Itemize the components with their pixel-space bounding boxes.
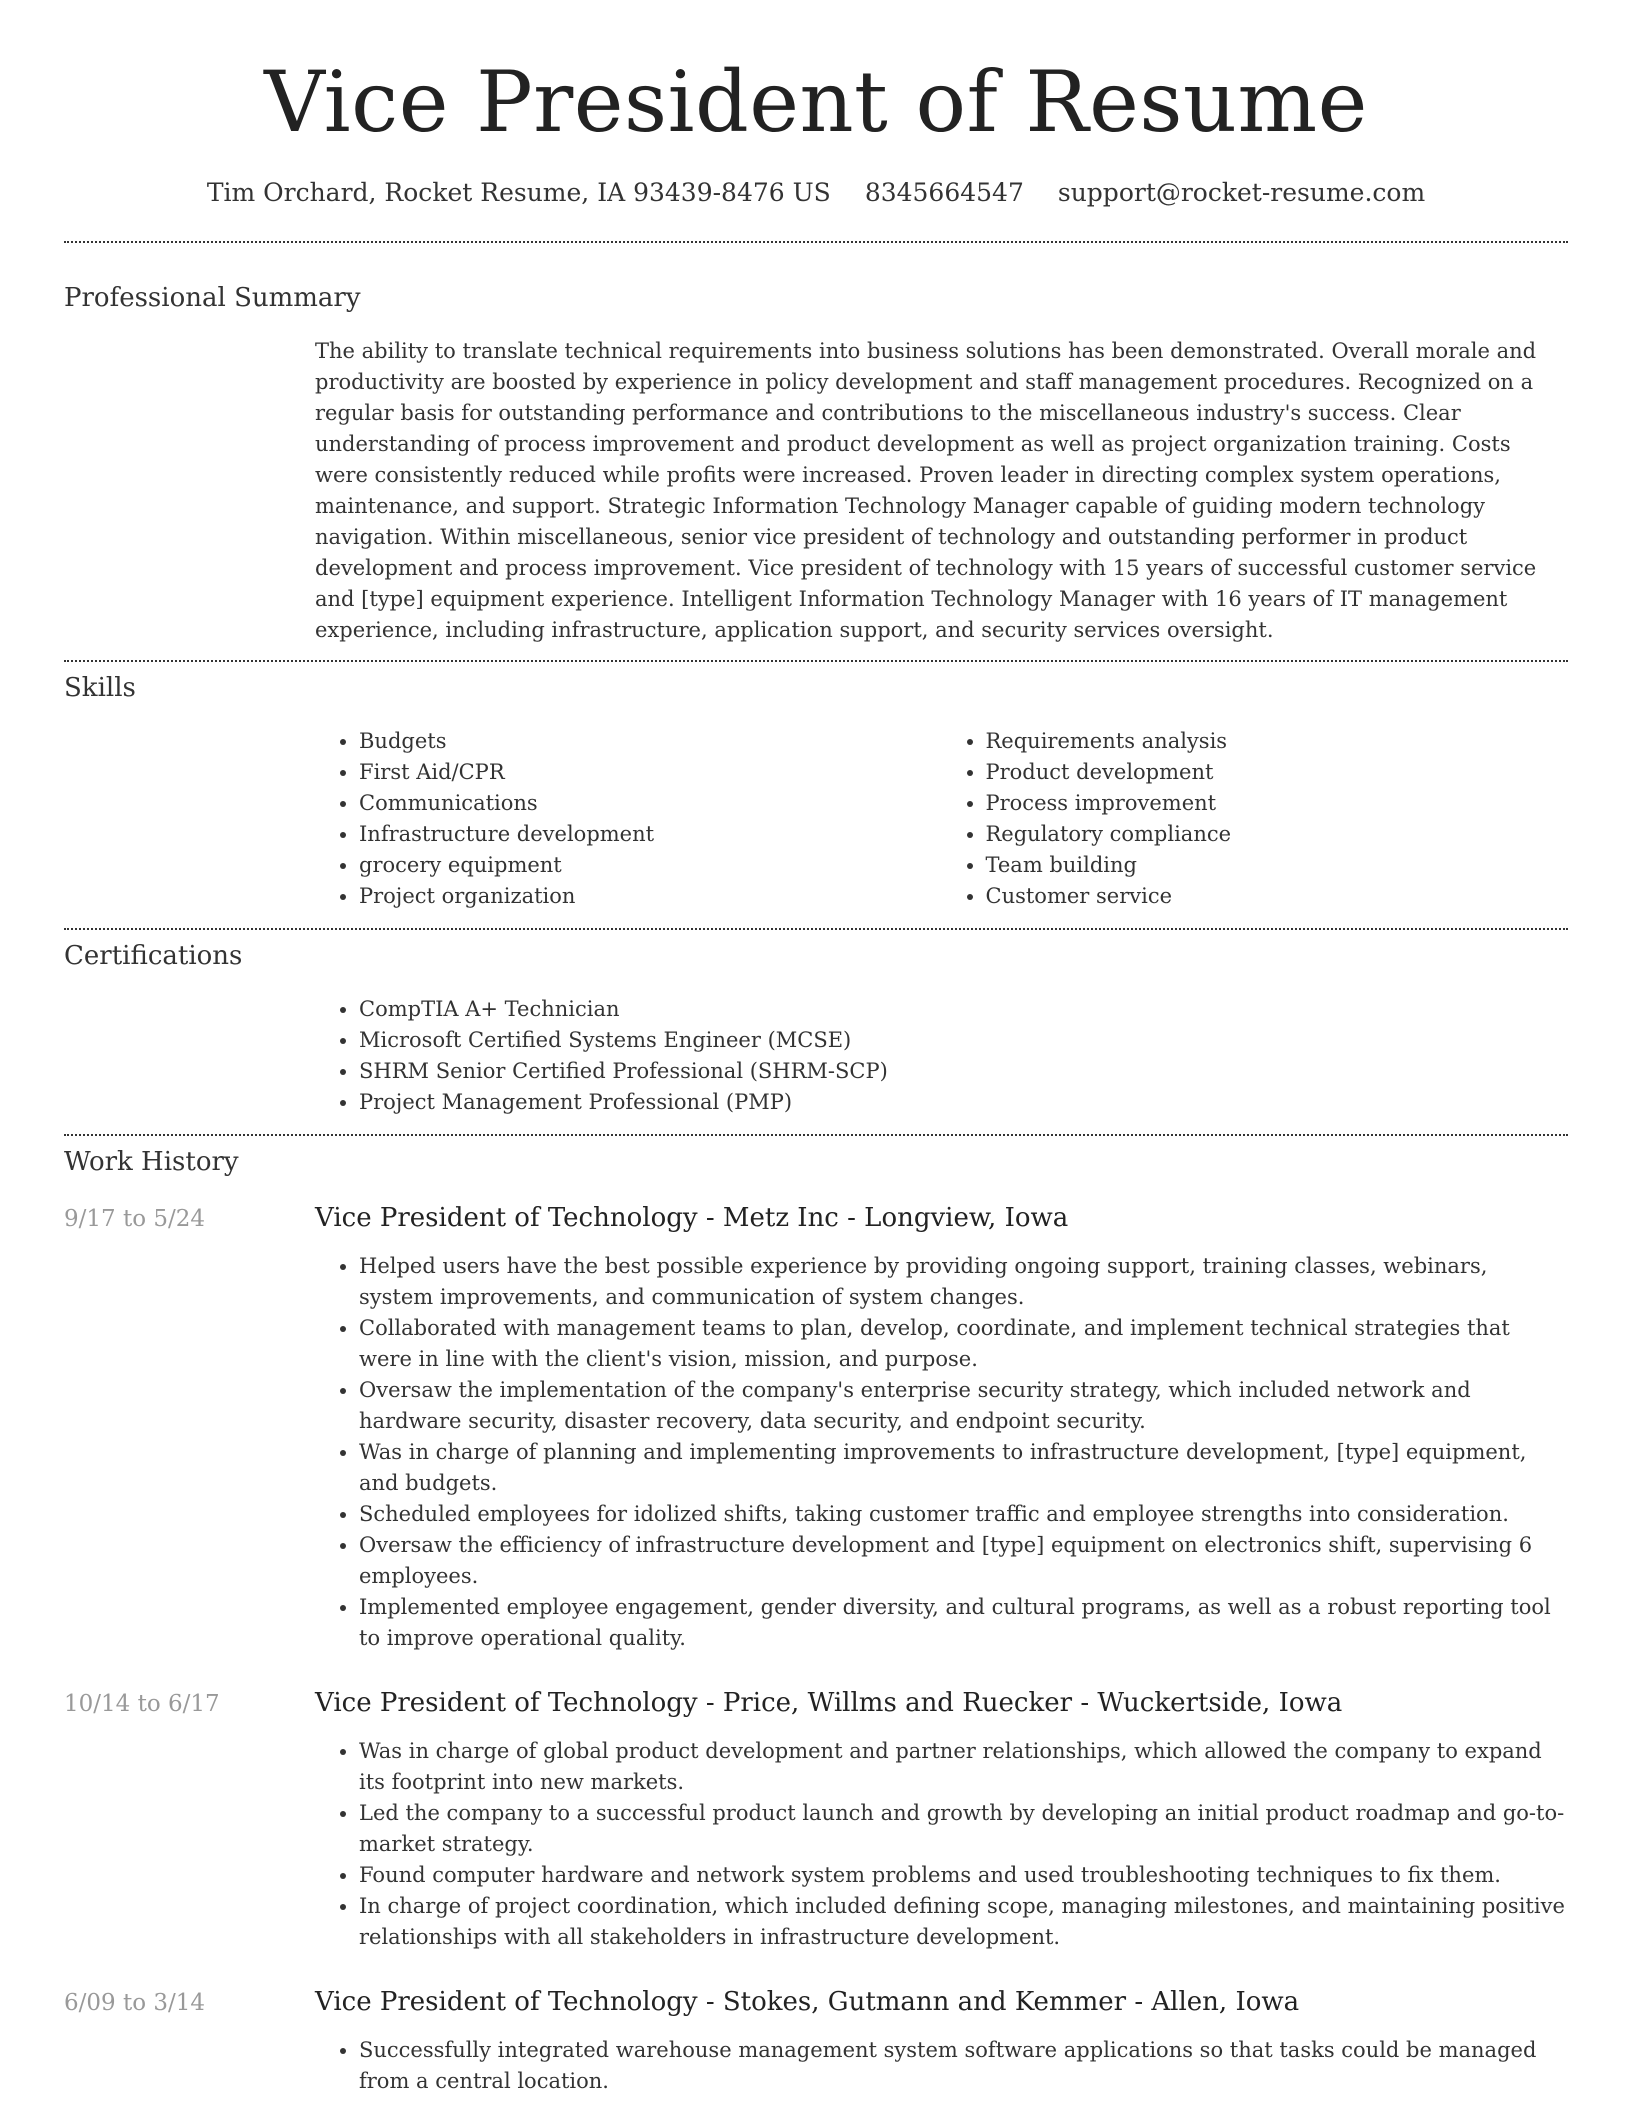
- section-title-work-history: Work History: [64, 1147, 239, 1177]
- job-bullet: • Found computer hardware and network system problems and used troubleshooting techniques to fix them.: [359, 1860, 1568, 1891]
- job-bullet: • Led the company to a successful product launch and growth by developing an initial product roadmap and go-to-market strategy.: [359, 1798, 1568, 1860]
- skills-section: [0, 662, 1632, 928]
- resume-name: Vice President of Resume: [264, 53, 1368, 151]
- certification-item: • Microsoft Certified Systems Engineer (MCSE): [359, 1025, 1568, 1056]
- skills-list-right: [942, 726, 1569, 912]
- skill-item: • Budgets: [359, 726, 942, 757]
- job-bullet: • Successfully integrated warehouse management system software applications so that tasks could be managed from a central location.: [359, 2035, 1568, 2097]
- job-title: Vice President of Technology - Price, Willms and Ruecker - Wuckertside, Iowa: [315, 1688, 1343, 1718]
- job-entry: [64, 1203, 1568, 1654]
- job-bullet: • Was in charge of planning and implementing improvements to infrastructure development, [type] equipment, and budgets.: [359, 1437, 1568, 1499]
- job-dates: 10/14 to 6/17: [64, 1691, 220, 1717]
- skill-item: • Customer service: [986, 881, 1569, 912]
- job-entry: [64, 1987, 1568, 2097]
- certification-item: • Project Management Professional (PMP): [359, 1087, 1568, 1118]
- skill-item: • Communications: [359, 788, 942, 819]
- job-title: Vice President of Technology - Metz Inc - Longview, Iowa: [315, 1203, 1069, 1233]
- job-bullet: • Collaborated with management teams to plan, develop, coordinate, and implement technical strategies that were in line with the client's vision, mission, and purpose.: [359, 1313, 1568, 1375]
- contact-line: [0, 178, 1632, 207]
- job-title: Vice President of Technology - Stokes, Gutmann and Kemmer - Allen, Iowa: [315, 1987, 1300, 2017]
- work-history-section: [0, 1136, 1632, 2097]
- summary-text: The ability to translate technical requirements into business solutions has been demonstrated. Overall morale and productivity are boosted by experience in policy development and staff management procedures. Recognized on a regular basis for outstanding performance and contributions to the miscellaneous industry's success. Clear understanding of process improvement and product development as well as project organization training. Costs were consistently reduced while profits were increased. Proven leader in directing complex system operations, maintenance, and support. Strategic Information Technology Manager capable of guiding modern technology navigation. Within miscellaneous, senior vice president of technology and outstanding performer in product development and process improvement. Vice president of technology with 15 years of successful customer service and [type] equipment experience. Intelligent Information Technology Manager with 16 years of IT management experience, including infrastructure, application support, and security services oversight.: [315, 339, 1537, 642]
- job-bullet: • In charge of project coordination, which included defining scope, managing milestones, and maintaining positive relationships with all stakeholders in infrastructure development.: [359, 1891, 1568, 1953]
- contact-phone: 8345664547: [864, 178, 1024, 207]
- job-bullet: • Implemented employee engagement, gender diversity, and cultural programs, as well as a robust reporting tool to improve operational quality.: [359, 1592, 1568, 1654]
- certification-item: • CompTIA A+ Technician: [359, 994, 1568, 1025]
- section-title-summary: Professional Summary: [64, 283, 361, 313]
- skill-item: • Requirements analysis: [986, 726, 1569, 757]
- skill-item: • Project organization: [359, 881, 942, 912]
- job-bullet: • Was in charge of global product development and partner relationships, which allowed the company to expand its footprint into new markets.: [359, 1736, 1568, 1798]
- job-bullets: [315, 2035, 1568, 2097]
- section-title-skills: Skills: [64, 673, 136, 703]
- job-bullets: [315, 1736, 1568, 1953]
- resume-header: [0, 0, 1632, 207]
- job-bullet: • Oversaw the efficiency of infrastructure development and [type] equipment on electronics shift, supervising 6 employees.: [359, 1530, 1568, 1592]
- skill-item: • grocery equipment: [359, 850, 942, 881]
- skill-item: • First Aid/CPR: [359, 757, 942, 788]
- contact-email: support@rocket-resume.com: [1057, 178, 1426, 207]
- skill-item: • Product development: [986, 757, 1569, 788]
- certifications-section: [0, 930, 1632, 1134]
- job-bullet: • Scheduled employees for idolized shifts, taking customer traffic and employee strengths into consideration.: [359, 1499, 1568, 1530]
- job-bullet: • Oversaw the implementation of the company's enterprise security strategy, which included network and hardware security, disaster recovery, data security, and endpoint security.: [359, 1375, 1568, 1437]
- skill-item: • Process improvement: [986, 788, 1569, 819]
- skills-list-left: [315, 726, 942, 912]
- section-title-certifications: Certifications: [64, 941, 243, 971]
- skill-item: • Infrastructure development: [359, 819, 942, 850]
- certifications-list: [315, 994, 1568, 1118]
- job-bullet: • Helped users have the best possible experience by providing ongoing support, training classes, webinars, system improvements, and communication of system changes.: [359, 1251, 1568, 1313]
- skill-item: • Regulatory compliance: [986, 819, 1569, 850]
- job-dates: 6/09 to 3/14: [64, 1990, 206, 2016]
- summary-section: [0, 243, 1632, 660]
- certification-item: • SHRM Senior Certified Professional (SHRM-SCP): [359, 1056, 1568, 1087]
- contact-address: Tim Orchard, Rocket Resume, IA 93439-8476 US: [206, 178, 831, 207]
- job-bullets: [315, 1251, 1568, 1654]
- job-dates: 9/17 to 5/24: [64, 1206, 206, 1232]
- job-entry: [64, 1688, 1568, 1953]
- skill-item: • Team building: [986, 850, 1569, 881]
